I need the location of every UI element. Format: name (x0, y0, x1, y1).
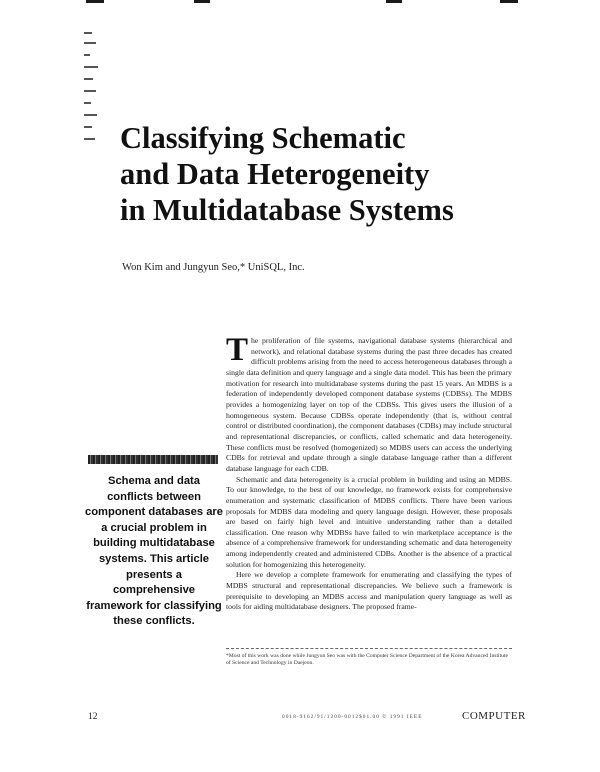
drop-cap: T (226, 332, 249, 368)
title-line: Classifying Schematic (120, 121, 406, 155)
body-paragraph (226, 332, 512, 475)
scan-margin-marks (84, 30, 102, 150)
pullquote-bar (88, 455, 218, 464)
crop-mark (386, 0, 402, 3)
crop-mark (194, 0, 210, 3)
pull-quote: Schema and data conflicts between component databases are a crucial problem in building multidatabase systems. This article presents a comprehensive framework for classifying these conflicts. (84, 475, 224, 628)
body-paragraph: Schematic and data heterogeneity is a crucial problem in building and using an MDBS. To our knowledge, to the best of our knowledge, no framework exists for comprehensive enumeration and systematic classification of MDBS conflicts. There have been various proposals for MDBS data modeling and query language design. However, these proposals are based on fairly high level and intuitive understanding rather than a detailed classification. One reason why MDBSs have failed to win marketplace acceptance is the absence of a comprehensive framework for understanding schematic and data heterogeneity among independently created and administered CDBs. Another is the absence of a practical solution for homogenizing this heterogeneity. (226, 474, 512, 569)
page-number: 12 (88, 712, 98, 722)
body-paragraph: Here we develop a complete framework for enumerating and classifying the types of MDBS structural and representational discrepancies. We believe such a framework is prerequisite to developing an MDBS access and manipulation query language as well as tools for aiding multidatabase designers. The proposed frame- (226, 570, 512, 612)
footnote: *Most of this work was done while Jungyun Seo was with the Computer Science Department of the Korea Advanced Institute of Science and Technology in Daejeon. (226, 653, 508, 667)
crop-mark (500, 0, 518, 3)
crop-mark (86, 0, 104, 3)
footnote-rule (226, 648, 512, 649)
title-line: and Data Heterogeneity (120, 157, 430, 191)
author-byline: Won Kim and Jungyun Seo,* UniSQL, Inc. (122, 262, 305, 273)
article-title (120, 120, 540, 228)
copyright-line: 0018-9162/91/1200-0012$01.00 © 1991 IEEE (282, 714, 423, 720)
paragraph-text: he proliferation of file systems, navigational database systems (hierarchical and network), and relational database systems during the past three decades has created difficult problems arising from the need to access heterogeneous databases through a single data definition and query language and a single data model. This has been the primary motivation for research into multidatabase systems during the past 15 years. An MDBS is a federation of independently developed component database systems (CDBSs). The MDBS provides a homogenizing layer on top of the CDBSs. This gives users the illusion of a homogeneous system. Because CDBSs operate independently (that is, without central control or distributed coordination), the component databases (CDBs) may include structural and representational discrepancies, or conflicts, called schematic and data heterogeneity. These conflicts must be resolved (homogenized) so MDBS users can access the underlying CDBs for retrieval and update through a single database language rather than a different database language for each CDB. (226, 336, 512, 473)
body-text (226, 332, 512, 613)
title-line: in Multidatabase Systems (120, 193, 454, 227)
journal-name: COMPUTER (462, 710, 526, 722)
